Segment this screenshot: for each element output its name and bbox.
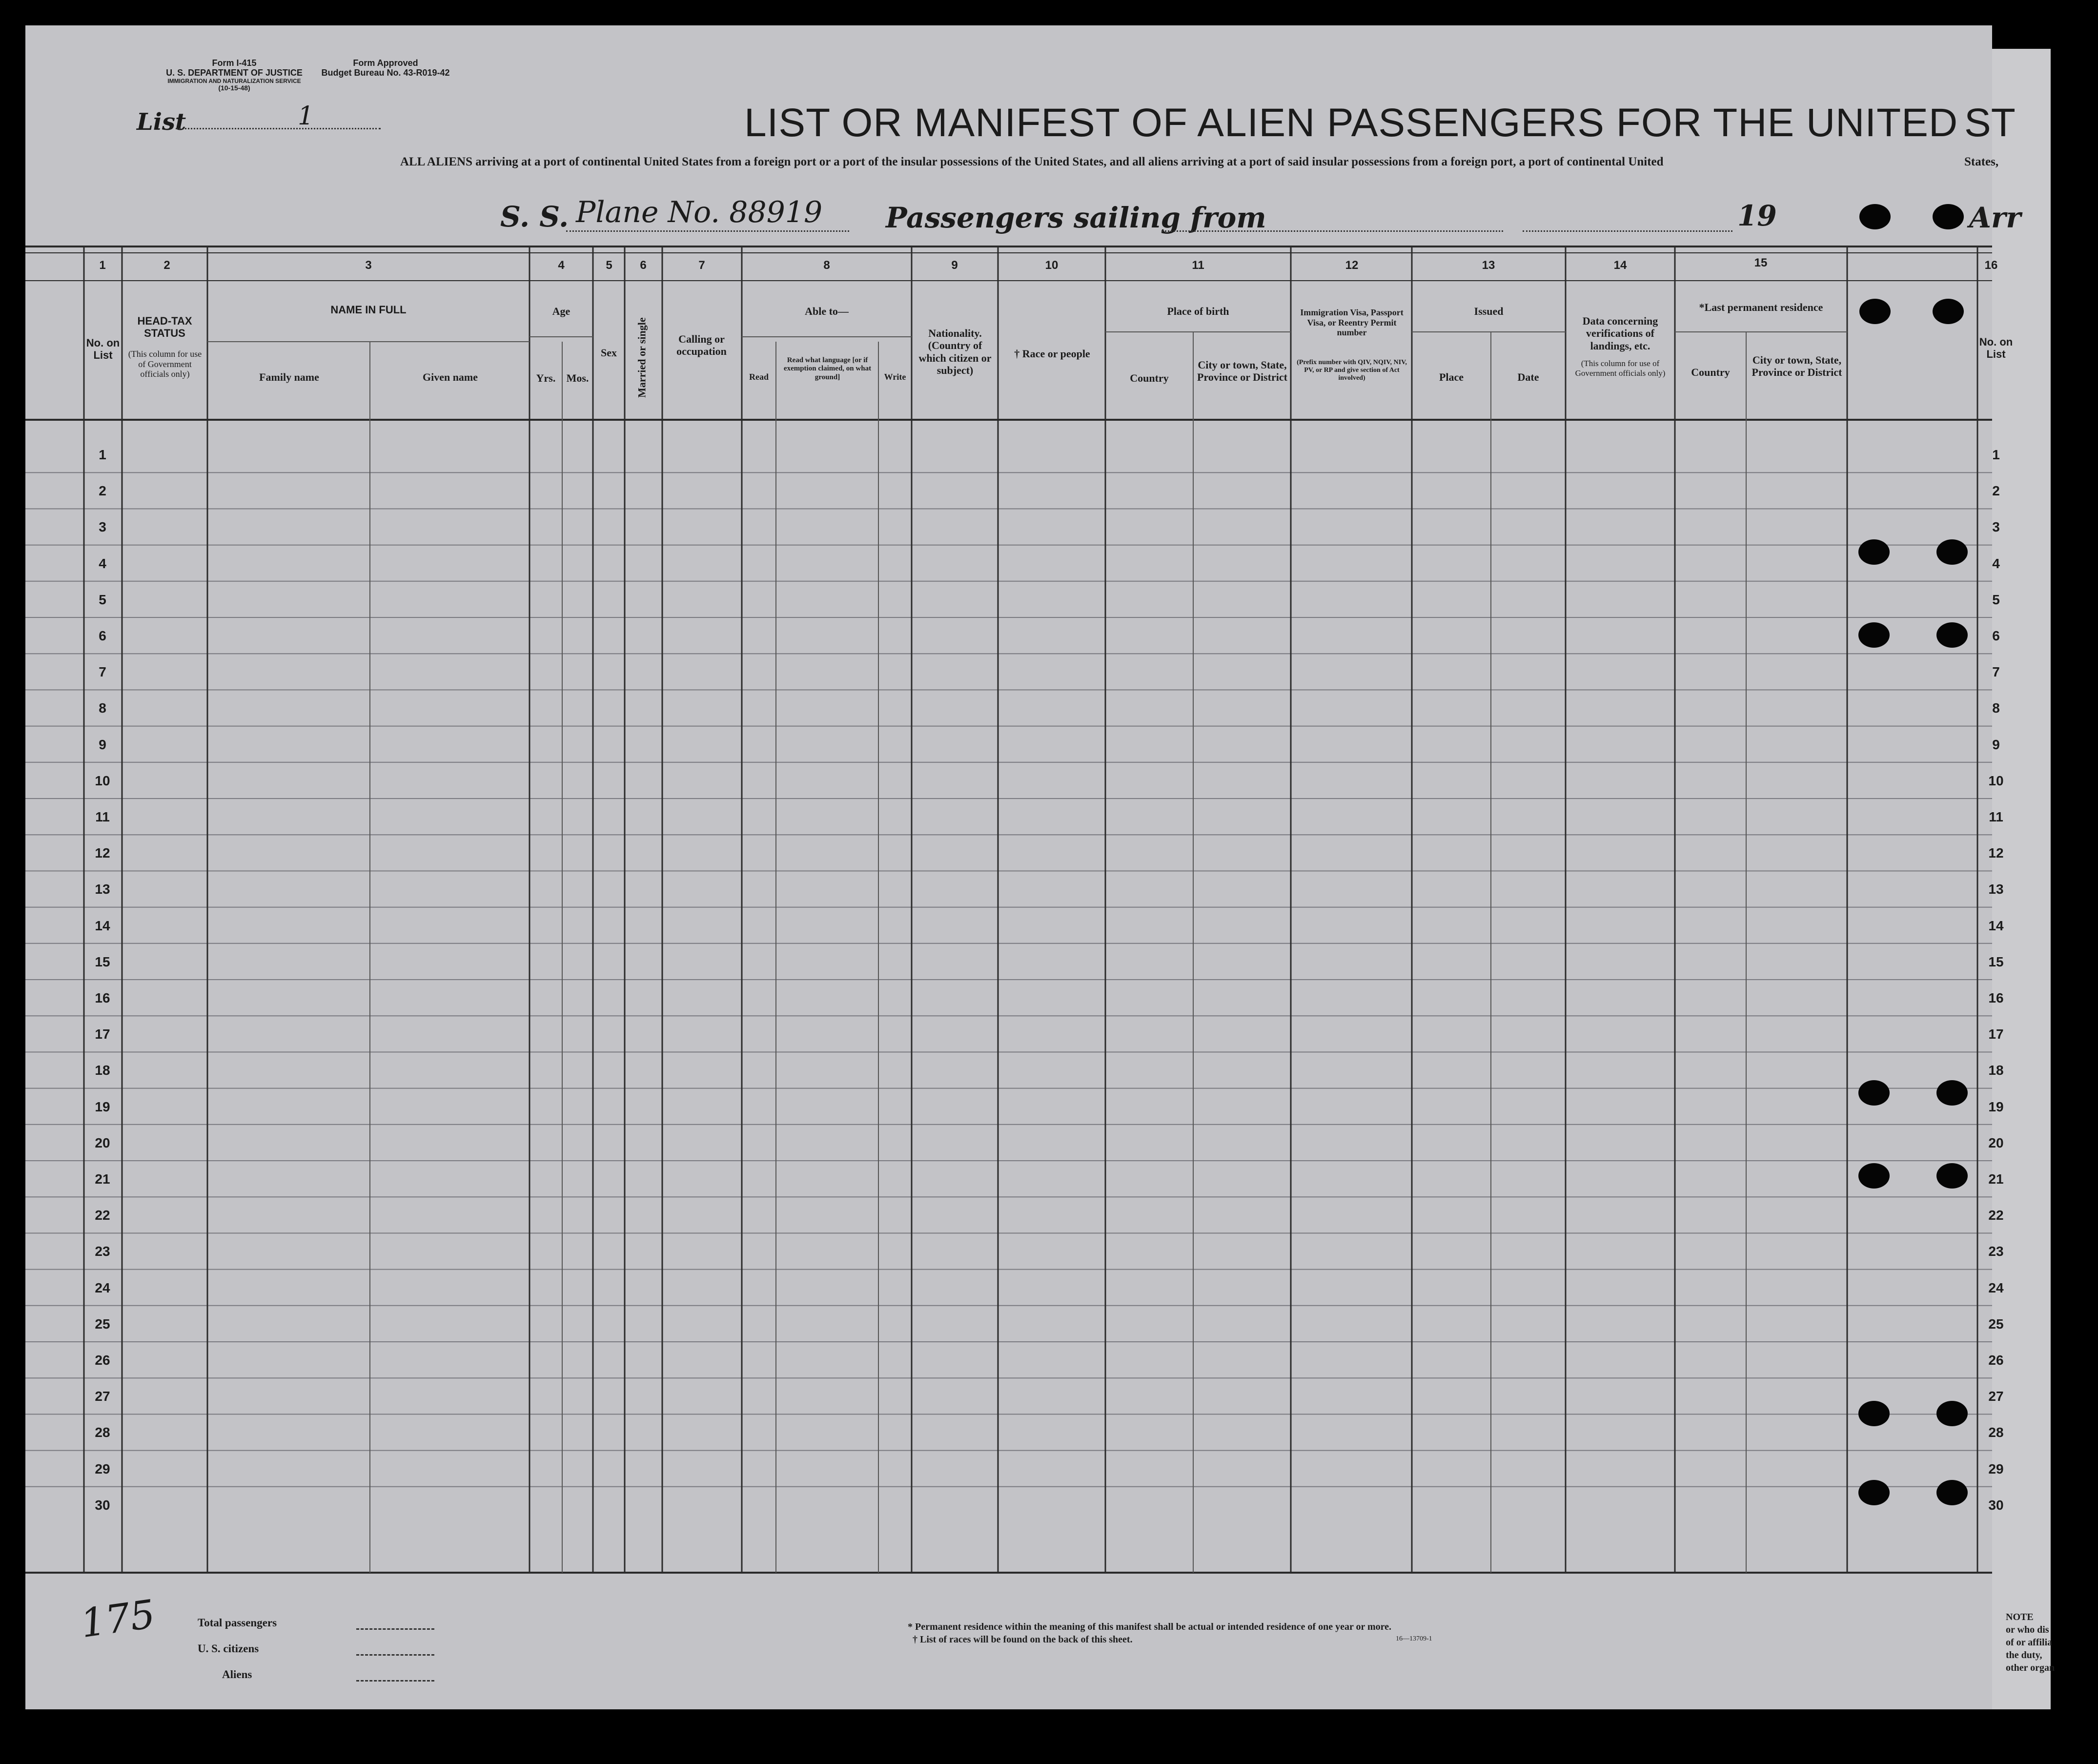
punch-hole [1858,622,1890,648]
colnum-15: 15 [1754,256,1768,269]
colnum-16: 16 [1984,259,1998,272]
row-number-right: 28 [1988,1425,2004,1440]
total-passengers-label: Total passengers [198,1617,277,1629]
aliens-line [356,1680,434,1682]
punch-hole [1858,1163,1890,1189]
header-calling: Calling or occupation [676,333,727,358]
year-label: 19 [1737,199,1777,232]
row-number-left: 16 [95,990,110,1005]
row-number-left: 6 [99,628,106,643]
row-number-right: 9 [1992,737,2000,752]
row-number-right: 4 [1992,555,2000,571]
row-number-left: 23 [95,1244,110,1259]
note-races: † List of races will be found on the back of this sheet. [913,1634,1133,1645]
row-number-left: 13 [95,882,110,897]
sailing-label: Passengers sailing from [886,201,1266,234]
header-head-tax-note: (This column for use of Government officials only) [128,349,202,379]
punch-hole [1936,539,1968,565]
aliens-label: Aliens [222,1668,252,1681]
header-sex: Sex [601,347,617,359]
us-citizens-line [356,1654,434,1656]
header-age: Age [552,305,570,317]
right-note-line: other organ [2006,1662,2055,1673]
punch-hole [1858,1480,1890,1505]
row-number-right: 15 [1988,954,2004,969]
colnum-6: 6 [640,259,647,272]
row-number-right: 6 [1992,628,2000,643]
row-number-right: 29 [1988,1461,2004,1477]
row-number-right: 14 [1988,918,2004,933]
list-number: 1 [298,102,314,131]
punch-hole [1936,622,1968,648]
header-read-language: Read what language [or if exemption claimed, on what ground] [783,356,872,381]
row-number-right: 19 [1988,1099,2004,1114]
colnum-14: 14 [1613,259,1627,272]
row-number-left: 8 [99,700,106,716]
header-visa: Immigration Visa, Passport Visa, or Reentry Permit number [1300,308,1404,338]
row-number-left: 20 [95,1135,110,1150]
punch-hole [1933,204,1964,229]
header-married: Married or single [635,317,648,398]
row-number-left: 10 [95,773,110,788]
row-number-right: 21 [1988,1171,2004,1187]
row-number-right: 5 [1992,592,2000,607]
form-department: U. S. DEPARTMENT OF JUSTICE [166,67,303,78]
header-residence-city: City or town, State, Province or District [1752,354,1842,379]
colnum-9: 9 [951,259,958,272]
colnum-2: 2 [163,259,170,272]
row-number-left: 15 [95,954,110,969]
punch-hole [1858,1401,1890,1426]
colnum-4: 4 [558,259,565,272]
colnum-7: 7 [698,259,705,272]
row-number-right: 25 [1988,1316,2004,1332]
row-number-left: 5 [99,592,106,607]
row-number-left: 1 [99,447,106,462]
row-number-left: 11 [95,809,110,824]
colnum-1: 1 [99,259,106,272]
row-number-right: 3 [1992,519,2000,535]
row-number-right: 1 [1992,447,2000,462]
row-number-left: 19 [95,1099,110,1114]
note-residence: * Permanent residence within the meaning of this manifest shall be actual or intended residence of one year or more. [908,1621,1392,1632]
row-number-left: 2 [99,483,106,499]
colnum-10: 10 [1045,259,1059,272]
header-residence-country: Country [1691,366,1730,378]
punch-hole [1936,1080,1968,1106]
header-read: Read [749,372,769,382]
row-number-right: 12 [1988,845,2004,861]
row-number-left: 7 [99,664,106,680]
header-yrs: Yrs. [536,372,556,384]
row-number-right: 20 [1988,1135,2004,1150]
right-note-line: the duty, [2006,1650,2042,1661]
header-no-on-list-right: No. on List [1979,336,2013,361]
header-issued-place: Place [1439,371,1464,383]
row-number-right: 27 [1988,1389,2004,1404]
header-issued: Issued [1474,305,1504,317]
row-number-left: 4 [99,555,106,571]
row-number-left: 25 [95,1316,110,1332]
row-number-right: 7 [1992,664,2000,680]
header-birth-country: Country [1130,372,1169,384]
row-number-right: 8 [1992,700,2000,716]
header-place-of-birth: Place of birth [1167,305,1229,317]
row-number-right: 2 [1992,483,2000,499]
us-citizens-label: U. S. citizens [198,1642,259,1655]
header-able-to: Able to— [805,305,849,317]
header-data-concerning: Data concerning verifications of landings, etc. [1582,315,1658,352]
page-title-continued: ST [1964,101,2016,145]
row-number-right: 13 [1988,882,2004,897]
list-label: List [137,108,186,136]
header-mos: Mos. [566,372,589,384]
row-number-left: 26 [95,1353,110,1368]
punch-hole [1936,1401,1968,1426]
row-number-right: 18 [1988,1063,2004,1078]
header-last-residence: *Last permanent residence [1699,301,1823,313]
header-data-note: (This column for use of Government officials only) [1575,359,1666,378]
row-number-left: 29 [95,1461,110,1477]
row-number-left: 3 [99,519,106,535]
colnum-8: 8 [823,259,830,272]
right-note-line: or who dis [2006,1624,2049,1635]
row-number-left: 27 [95,1389,110,1404]
form-service: IMMIGRATION AND NATURALIZATION SERVICE [167,77,301,84]
print-code: 16—13709-1 [1396,1635,1432,1642]
punch-hole [1859,299,1891,324]
row-number-right: 17 [1988,1026,2004,1042]
punch-hole [1933,299,1964,324]
page-subtitle: ALL ALIENS arriving at a port of continental United States from a foreign port or a port of the insular possessions of the United States, and all aliens arriving at a port of said insular possessions from a foreign port, a port of continental United [400,155,1664,168]
row-number-left: 21 [95,1171,110,1187]
row-number-right: 30 [1988,1497,2004,1513]
punch-hole [1936,1163,1968,1189]
right-note [2006,1611,2055,1674]
arriving-label: Arr [1969,201,2021,234]
row-number-right: 24 [1988,1280,2004,1295]
handwritten-number: 175 [78,1591,158,1647]
total-passengers-line [356,1628,434,1630]
form-date-code: (10-15-48) [218,83,250,92]
row-number-right: 11 [1989,809,2003,824]
header-race: † Race or people [1014,348,1090,360]
row-number-left: 17 [95,1026,110,1042]
row-number-left: 14 [95,918,110,933]
row-number-right: 10 [1988,773,2004,788]
ss-prefix: S. S. [500,200,569,233]
colnum-12: 12 [1345,259,1359,272]
vessel-name: Plane No. 88919 [576,195,823,229]
colnum-13: 13 [1482,259,1495,272]
right-note-line: of or affilia [2006,1637,2053,1648]
header-nationality: Nationality. (Country of which citizen or subject) [918,327,992,376]
row-number-right: 16 [1988,990,2004,1005]
row-number-left: 12 [95,845,110,861]
row-number-right: 23 [1988,1244,2004,1259]
row-number-left: 24 [95,1280,110,1295]
punch-hole [1858,539,1890,565]
header-head-tax: HEAD-TAX STATUS [137,315,192,340]
header-no-on-list: No. on List [86,337,120,362]
punch-hole [1936,1480,1968,1505]
row-number-left: 18 [95,1063,110,1078]
page-subtitle-continued: States, [1964,155,1999,168]
punch-hole [1858,1080,1890,1106]
row-number-right: 26 [1988,1353,2004,1368]
colnum-11: 11 [1192,259,1204,272]
page-title: LIST OR MANIFEST OF ALIEN PASSENGERS FOR THE UNITED [744,101,1958,145]
approval-title: Form Approved [353,58,418,68]
row-number-right: 22 [1988,1208,2004,1223]
form-number: Form I-415 [212,58,257,68]
row-number-left: 28 [95,1425,110,1440]
header-given-name: Given name [422,371,478,383]
row-number-left: 22 [95,1208,110,1223]
header-write: Write [884,372,906,382]
header-name-in-full: NAME IN FULL [330,304,407,316]
header-issued-date: Date [1517,371,1539,383]
right-note-line: NOTE [2006,1612,2034,1622]
punch-hole [1859,204,1891,229]
header-birth-city: City or town, State, Province or District [1197,359,1287,384]
colnum-3: 3 [365,259,372,272]
row-number-left: 30 [95,1497,110,1513]
header-visa-note: (Prefix number with QIV, NQIV, NIV, PV, or RP and give section of Act involved) [1297,359,1407,382]
row-number-left: 9 [99,737,106,752]
header-family-name: Family name [259,371,319,383]
approval-budget: Budget Bureau No. 43-R019-42 [321,67,450,78]
colnum-5: 5 [606,259,612,272]
